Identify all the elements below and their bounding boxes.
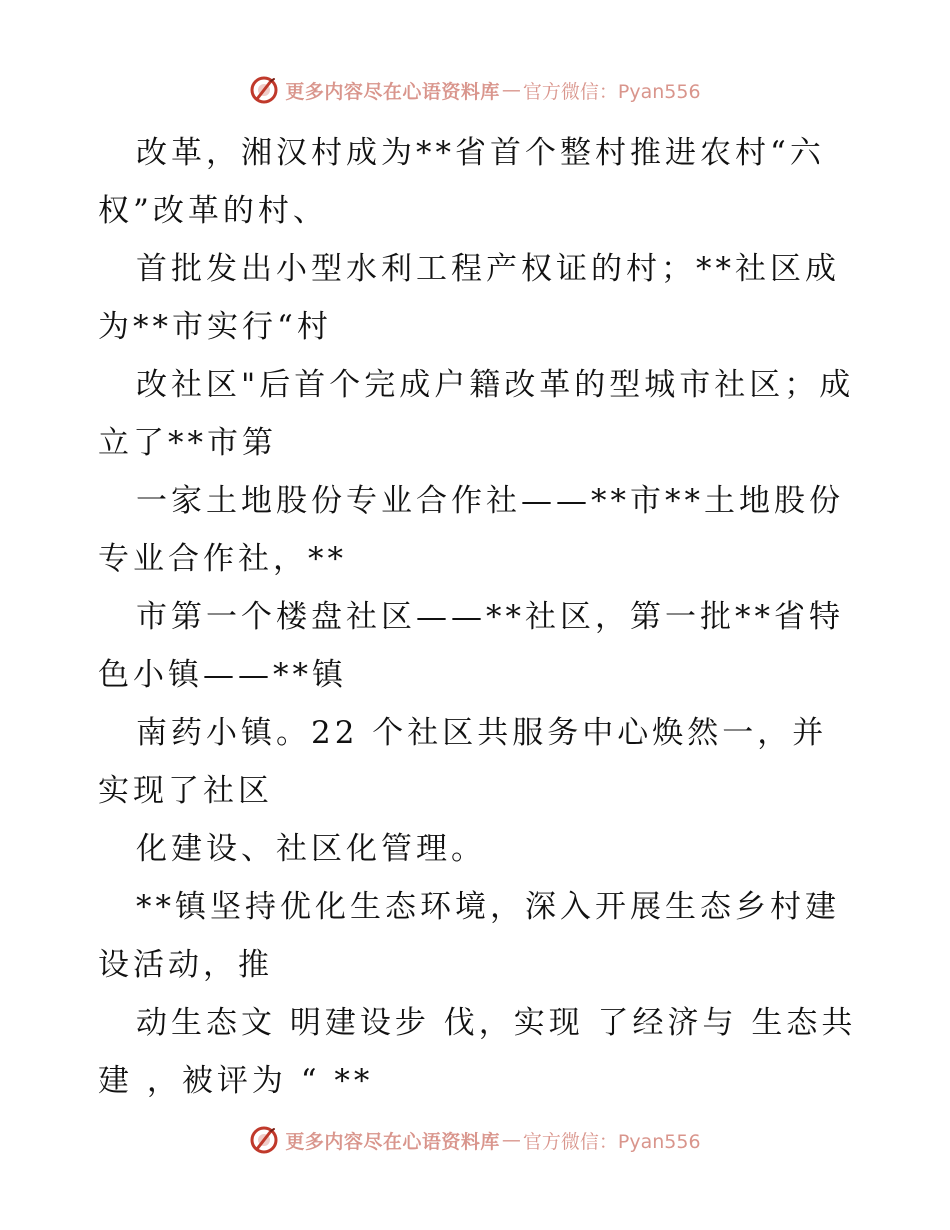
body-paragraph: 动生态文 明建设步 伐，实现 了经济与 生态共建 ，被评为 “ ** xyxy=(98,1005,857,1099)
body-paragraph: 改社区"后首个完成户籍改革的型城市社区；成立了**市第 xyxy=(98,367,855,461)
footer-banner xyxy=(0,1120,950,1160)
body-paragraph: 一家土地股份专业合作社——**市**土地股份专业合作社，** xyxy=(98,483,844,577)
brush-seal-icon xyxy=(249,1125,279,1155)
banner-separator: — xyxy=(501,79,521,101)
body-paragraph: 首批发出小型水利工程产权证的村；**社区成为**市实行“村 xyxy=(98,251,840,345)
brush-seal-icon xyxy=(249,75,279,105)
banner-brand-text: 更多内容尽在心语资料库 xyxy=(285,1130,500,1153)
body-paragraph: 改革，湘汉村成为**省首个整村推进农村“六权”改革的村、 xyxy=(98,135,825,229)
banner-brand-text: 更多内容尽在心语资料库 xyxy=(285,80,500,103)
banner-wechat-text: 官方微信：Pyan556 xyxy=(522,80,701,103)
body-paragraph: 化建设、社区化管理。 xyxy=(136,831,486,867)
document-body xyxy=(98,124,858,1110)
body-paragraph: 南药小镇。22 个社区共服务中心焕然一，并实现了社区 xyxy=(98,715,828,809)
banner-separator: — xyxy=(501,1129,521,1151)
body-paragraph: **镇坚持优化生态环境，深入开展生态乡村建设活动，推 xyxy=(98,889,840,983)
header-banner xyxy=(0,70,950,110)
body-paragraph: 市第一个楼盘社区——**社区，第一批**省特色小镇——**镇 xyxy=(98,599,844,693)
banner-wechat-text: 官方微信：Pyan556 xyxy=(522,1130,701,1153)
